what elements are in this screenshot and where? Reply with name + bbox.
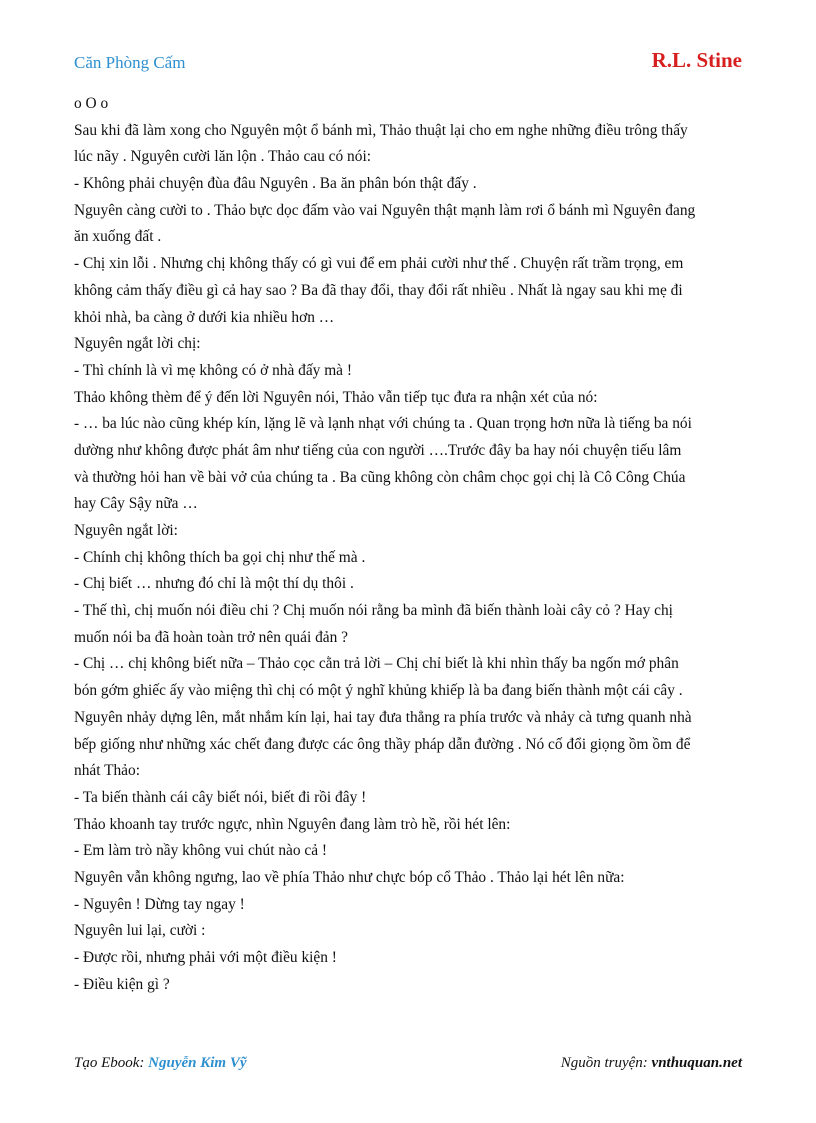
source-separator: :	[642, 1055, 652, 1071]
credit-name: Nguyễn Kim Vỹ	[148, 1055, 247, 1071]
body-line: - Không phải chuyện đùa đâu Nguyên . Ba ăn phân bón thật đấy .	[74, 175, 477, 193]
book-title: Căn Phòng Cấm	[74, 53, 186, 72]
page-body	[74, 91, 750, 998]
body-line: - Ta biến thành cái cây biết nói, biết đi rồi đây !	[74, 788, 367, 806]
story-source	[561, 1055, 742, 1072]
body-line: Thảo khoanh tay trước ngực, nhìn Nguyên đang làm trò hề, rồi hét lên:	[74, 815, 511, 833]
body-line: dường như không được phát âm như tiếng của con người ….Trước đây ba hay nói chuyện tiếu lâm	[74, 441, 682, 459]
body-line: - Chị xin lỗi . Nhưng chị không thấy có gì vui để em phải cười như thế . Chuyện rất trầm trọng, em	[74, 255, 684, 273]
body-line: nhát Thảo:	[74, 762, 140, 780]
body-line: và thường hỏi han về bài vở của chúng ta . Ba cũng không còn châm chọc gọi chị là Cô Công Chúa	[74, 468, 686, 486]
body-line: - Nguyên ! Dừng tay ngay !	[74, 895, 245, 913]
body-line: Thảo không thèm để ý đến lời Nguyên nói, Thảo vẫn tiếp tục đưa ra nhận xét của nó:	[74, 388, 598, 406]
page-footer	[74, 1055, 742, 1077]
body-line: - Chị biết … nhưng đó chỉ là một thí dụ thôi .	[74, 575, 354, 593]
body-line: - Điều kiện gì ?	[74, 975, 170, 993]
body-line: - Thì chính là vì mẹ không có ở nhà đấy mà !	[74, 361, 352, 379]
body-line: - … ba lúc nào cũng khép kín, lặng lẽ và lạnh nhạt với chúng ta . Quan trọng hơn nữa là tiếng ba nói	[74, 415, 692, 433]
body-line: bếp giống như những xác chết đang được các ông thầy pháp dẫn đường . Nó cố đổi giọng ồm ồm để	[74, 735, 691, 753]
body-line: - Chính chị không thích ba gọi chị như thế mà .	[74, 548, 366, 566]
ebook-credit	[74, 1055, 247, 1072]
body-line: - Chị … chị không biết nữa – Thảo cọc cằn trả lời – Chị chỉ biết là khi nhìn thấy ba ngốn mớ phân	[74, 655, 679, 673]
credit-separator: :	[139, 1055, 149, 1071]
body-line: không cảm thấy điều gì cả hay sao ? Ba đã thay đổi, thay đổi rất nhiều . Nhất là ngay sau khi mẹ đi	[74, 281, 683, 299]
body-line: - Thế thì, chị muốn nói điều chi ? Chị muốn nói rằng ba mình đã biến thành loài cây cỏ ? Hay chị	[74, 602, 673, 620]
body-line: o O o	[74, 95, 109, 112]
body-line: muốn nói ba đã hoàn toàn trở nên quái đản ?	[74, 628, 348, 646]
body-line: Nguyên ngắt lời:	[74, 522, 178, 539]
body-line: Nguyên lui lại, cười :	[74, 922, 206, 940]
body-line: bón gớm ghiếc ấy vào miệng thì chị có một ý nghĩ khủng khiếp là ba đang biến thành một cái cây .	[74, 682, 683, 700]
body-line: - Em làm trò nầy không vui chút nào cả !	[74, 842, 328, 860]
body-line: khỏi nhà, ba càng ở dưới kia nhiều hơn …	[74, 308, 335, 326]
body-line: hay Cây Sậy nữa …	[74, 495, 198, 513]
body-line: Nguyên càng cười to . Thảo bực dọc đấm vào vai Nguyên thật mạnh làm rơi ổ bánh mì Nguyên đang	[74, 201, 696, 219]
body-line: Nguyên ngắt lời chị:	[74, 335, 201, 353]
credit-label: Tạo Ebook	[74, 1055, 140, 1071]
body-line: lúc nãy . Nguyên cười lăn lộn . Thảo cau có nói:	[74, 148, 371, 166]
body-line: Nguyên vẫn không ngưng, lao về phía Thảo như chực bóp cổ Thảo . Thảo lại hét lên nữa:	[74, 868, 625, 886]
body-line: - Được rồi, nhưng phải với một điều kiện !	[74, 949, 337, 966]
body-line: ăn xuống đất .	[74, 228, 162, 246]
body-line: Sau khi đã làm xong cho Nguyên một ổ bánh mì, Thảo thuật lại cho em nghe những điều trông thấy	[74, 121, 688, 139]
source-label: Nguồn truyện	[560, 1055, 643, 1071]
body-line: Nguyên nhảy dựng lên, mắt nhắm kín lại, hai tay đưa thẳng ra phía trước và nhảy cà tưng quanh nhà	[74, 708, 692, 726]
author-name: R.L. Stine	[651, 48, 742, 72]
source-site: vnthuquan.net	[651, 1055, 742, 1071]
page-header	[74, 48, 742, 78]
